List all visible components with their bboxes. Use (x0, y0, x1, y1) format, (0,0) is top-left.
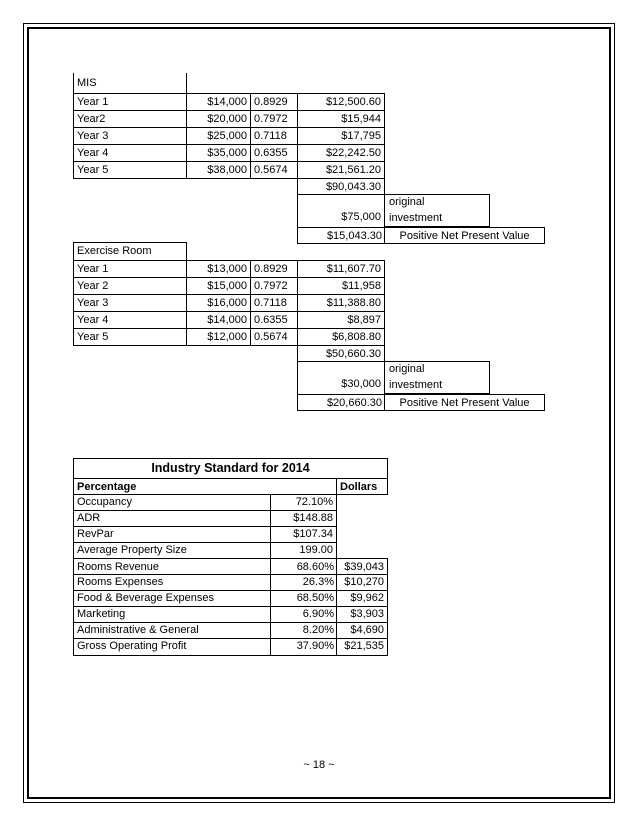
table-cell-factor: 0.7118 (250, 294, 297, 311)
table-cell-value: 6.90% (270, 606, 337, 623)
col-header-percentage: Percentage (73, 478, 337, 495)
exercise-room-title: Exercise Room (73, 242, 187, 260)
table-row-year: Year2 (73, 110, 187, 127)
table-cell-pv: $11,388.80 (297, 294, 385, 311)
table-cell-value: 68.50% (270, 590, 337, 607)
table-cell-factor: 0.7972 (250, 277, 297, 294)
table-row-label: Average Property Size (73, 542, 271, 559)
table-cell-factor: 0.7972 (250, 110, 297, 127)
npv-label: Positive Net Present Value (384, 227, 545, 244)
table-cell-pv: $6,808.80 (297, 328, 385, 345)
table-row-year: Year 4 (73, 144, 187, 161)
table-cell-amount: $14,000 (186, 311, 250, 328)
original-investment-value: $30,000 (297, 361, 385, 394)
table-cell-value: 26.3% (270, 574, 337, 591)
npv-value: $15,043.30 (297, 227, 385, 244)
table-row-year: Year 1 (73, 93, 187, 110)
npv-value: $20,660.30 (297, 394, 385, 411)
total-pv: $90,043.30 (297, 178, 385, 195)
table-row-year: Year 5 (73, 328, 187, 346)
table-row-label: Gross Operating Profit (73, 638, 271, 656)
table-cell-pv: $17,795 (297, 127, 385, 144)
original-investment-value: $75,000 (297, 194, 385, 227)
table-cell-pv: $8,897 (297, 311, 385, 328)
table-cell-amount: $25,000 (186, 127, 250, 144)
table-cell-amount: $16,000 (186, 294, 250, 311)
table-cell-factor: 0.6355 (250, 311, 297, 328)
page-number: ~ 18 ~ (303, 759, 335, 771)
table-cell-value: 72.10% (270, 494, 337, 511)
table-cell-factor: 0.7118 (250, 127, 297, 144)
table-row-year: Year 4 (73, 311, 187, 328)
table-cell-dollars: $39,043 (336, 558, 388, 575)
table-row-label: Food & Beverage Expenses (73, 590, 271, 607)
table-cell-dollars: $10,270 (336, 574, 388, 591)
total-pv: $50,660.30 (297, 345, 385, 362)
table-cell-pv: $11,607.70 (297, 260, 385, 277)
table-cell-amount: $15,000 (186, 277, 250, 294)
table-cell-value: 199.00 (270, 542, 337, 559)
col-header-dollars: Dollars (336, 478, 388, 495)
table-cell-value: $107.34 (270, 526, 337, 543)
table-cell-dollars: $9,962 (336, 590, 388, 607)
mis-title: MIS (73, 73, 187, 93)
table-cell-factor: 0.8929 (250, 93, 297, 110)
table-row-label: Administrative & General (73, 622, 271, 639)
table-cell-amount: $38,000 (186, 161, 250, 179)
table-cell-value: $148.88 (270, 510, 337, 527)
table-cell-amount: $13,000 (186, 260, 250, 277)
table-cell-factor: 0.5674 (250, 328, 297, 346)
table-cell-pv: $22,242.50 (297, 144, 385, 161)
table-cell-factor: 0.8929 (250, 260, 297, 277)
table-cell-dollars: $4,690 (336, 622, 388, 639)
table-row-year: Year 3 (73, 127, 187, 144)
table-cell-pv: $11,958 (297, 277, 385, 294)
table-cell-factor: 0.5674 (250, 161, 297, 179)
table-cell-amount: $12,000 (186, 328, 250, 346)
original-label-line2: investment (389, 212, 443, 224)
table-row-year: Year 3 (73, 294, 187, 311)
table-cell-dollars: $3,903 (336, 606, 388, 623)
npv-label: Positive Net Present Value (384, 394, 545, 411)
industry-title: Industry Standard for 2014 (151, 461, 310, 475)
original-label-line1: original (389, 196, 425, 208)
table-cell-amount: $20,000 (186, 110, 250, 127)
table-cell-pv: $12,500.60 (297, 93, 385, 110)
table-cell-value: 37.90% (270, 638, 337, 656)
table-cell-amount: $14,000 (186, 93, 250, 110)
table-cell-amount: $35,000 (186, 144, 250, 161)
table-row-label: Rooms Revenue (73, 558, 271, 575)
table-row-label: Rooms Expenses (73, 574, 271, 591)
table-row-year: Year 2 (73, 277, 187, 294)
table-row-year: Year 5 (73, 161, 187, 179)
table-cell-value: 8.20% (270, 622, 337, 639)
table-row-label: Occupancy (73, 494, 271, 511)
table-cell-pv: $15,944 (297, 110, 385, 127)
table-cell-factor: 0.6355 (250, 144, 297, 161)
table-row-year: Year 1 (73, 260, 187, 277)
table-cell-dollars: $21,535 (336, 638, 388, 656)
table-row-label: ADR (73, 510, 271, 527)
original-label-line1: original (389, 363, 425, 375)
table-cell-value: 68.60% (270, 558, 337, 575)
table-row-label: RevPar (73, 526, 271, 543)
table-row-label: Marketing (73, 606, 271, 623)
table-cell-pv: $21,561.20 (297, 161, 385, 178)
original-label-line2: investment (389, 379, 443, 391)
